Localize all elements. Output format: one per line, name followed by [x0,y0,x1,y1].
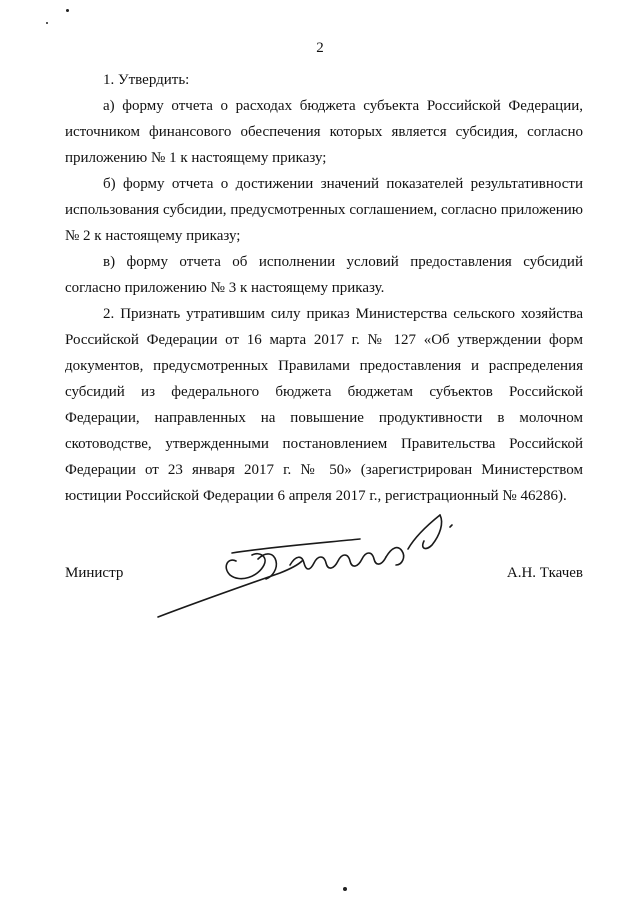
scan-dot [66,9,69,12]
scan-dot [46,22,48,24]
paragraph-item-a: а) форму отчета о расходах бюджета субъекта Российской Федерации, источником финансового обеспечения которых является субсидия, согласно приложению № 1 к настоящему приказу; [65,98,583,166]
signatory-title: Министр [65,565,124,581]
page-number: 2 [316,40,324,56]
handwritten-signature [140,505,490,630]
paragraph-item-b: б) форму отчета о достижении значений показателей результативности использования субсидии, предусмотренных соглашением, согласно приложению № 2 к настоящему приказу; [65,176,583,244]
paragraph-item-v: в) форму отчета об исполнении условий предоставления субсидий согласно приложению № 3 к настоящему приказу. [65,254,583,296]
document-body [65,67,583,509]
signatory-name: А.Н. Ткачев [506,565,583,581]
scan-dot [343,887,347,891]
paragraph-repeal: 2. Признать утратившим силу приказ Министерства сельского хозяйства Российской Федерации от 16 марта 2017 г. № 127 «Об утверждении форм документов, предусмотренных Правилами предоставления и распределения субсидий из федерального бюджета бюджетам субъектов Российской Федерации, направленных на повышение продуктивности в молочном скотоводстве, утвержденными постановлением Правительства Российской Федерации от 23 января 2017 г. № 50» (зарегистрирован Министерством юстиции Российской Федерации 6 апреля 2017 г., регистрационный № 46286). [65,306,583,504]
paragraph-approve-heading: 1. Утвердить: [103,72,190,88]
